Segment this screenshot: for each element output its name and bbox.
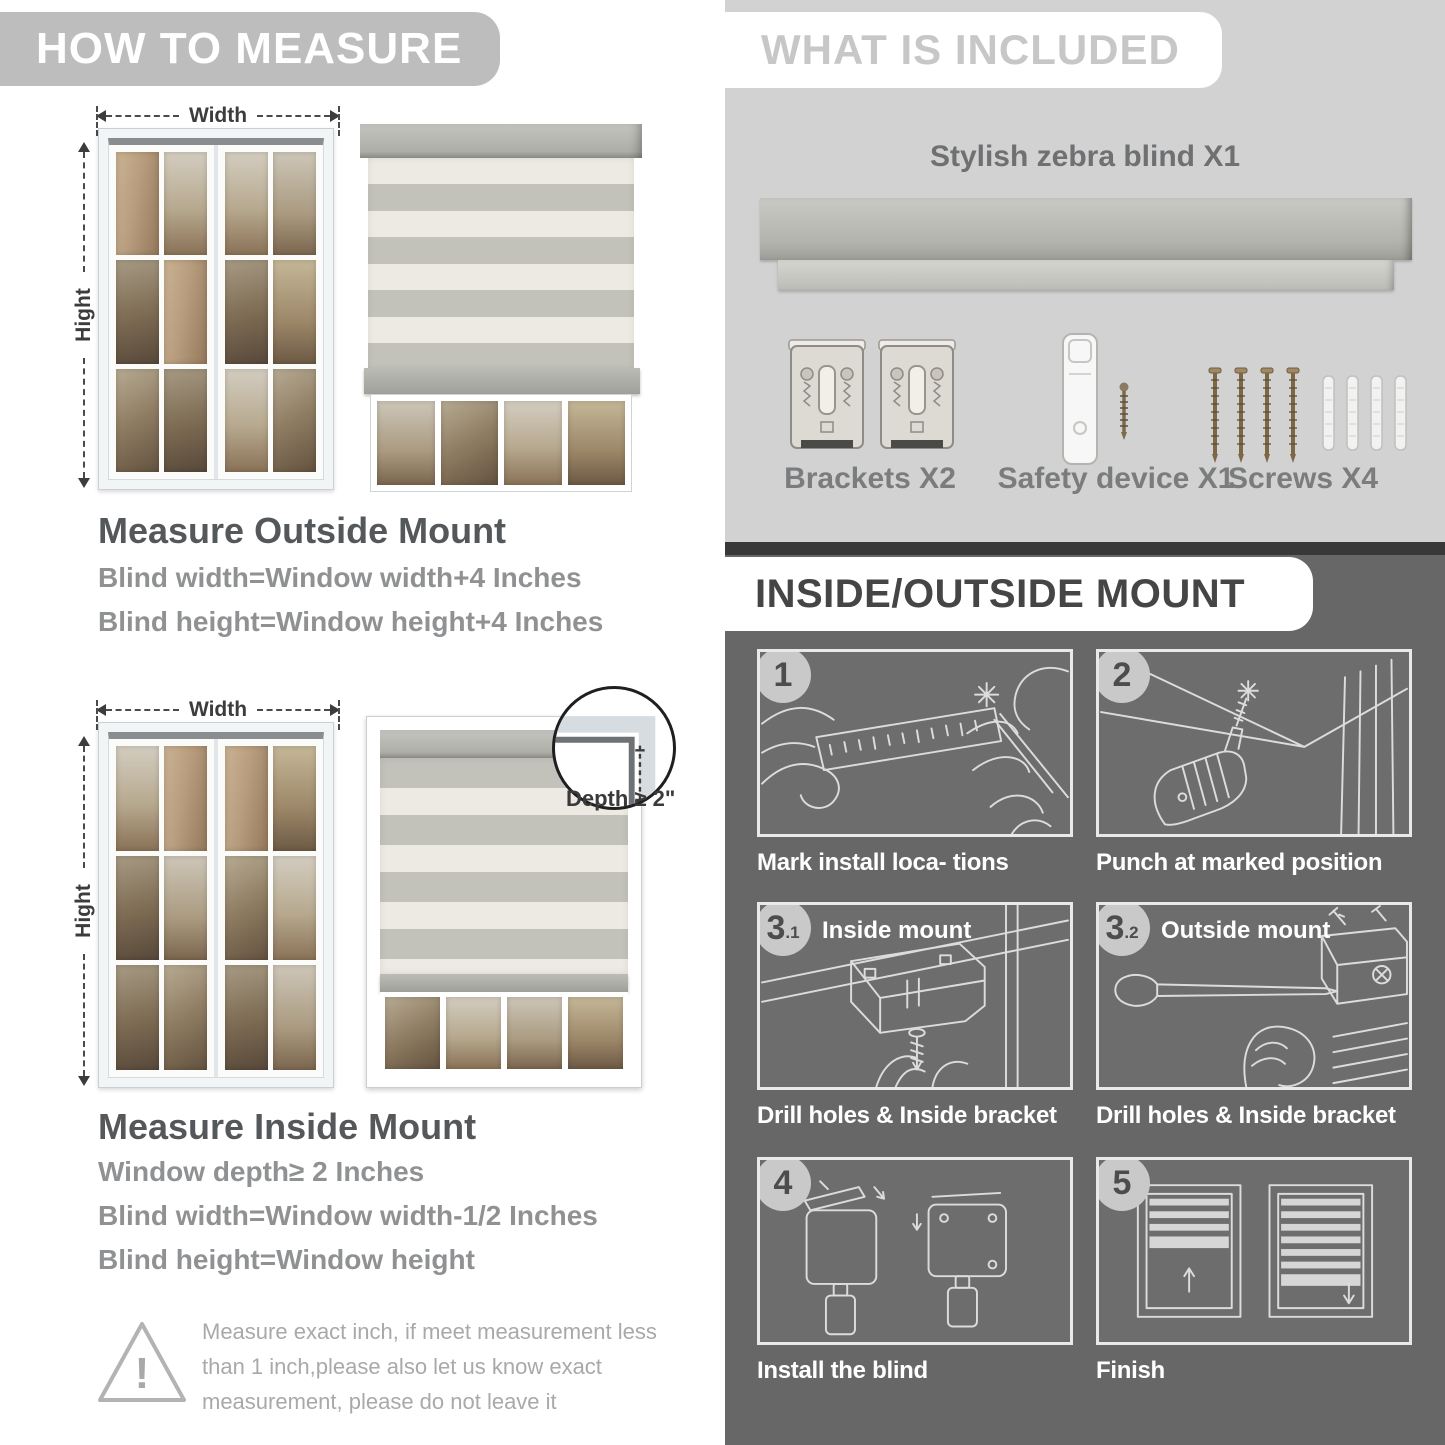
screws-label: Screws X4 [1227, 462, 1379, 495]
what-is-included-header: WHAT IS INCLUDED [725, 12, 1222, 88]
step-3-1-illustration [757, 902, 1073, 1090]
screws-icon [1207, 366, 1307, 466]
step-3-2-caption: Drill holes & Inside bracket [1096, 1102, 1396, 1129]
width-dimension-inside [96, 698, 340, 722]
mount-instructions-section [725, 555, 1445, 1445]
what-is-included-section [725, 0, 1445, 542]
step-2-badge: 2 [1096, 649, 1150, 703]
measurement-warning-text: Measure exact inch, if meet measurement less than 1 inch,please also let us know exact measurement, please do not leave it [202, 1319, 657, 1414]
window-illustration-inside [98, 722, 334, 1088]
step-5-caption: Finish [1096, 1357, 1165, 1384]
inside-outside-mount-header: INSIDE/OUTSIDE MOUNT [725, 557, 1313, 631]
step-4-badge: 4 [757, 1157, 811, 1211]
safety-device-icon [1057, 330, 1103, 468]
step-1-cell [757, 649, 1073, 877]
step-1-illustration [757, 649, 1073, 837]
brackets-label: Brackets X2 [784, 462, 956, 495]
width-dimension-outside [96, 104, 340, 128]
arrow-up-icon [78, 736, 90, 746]
height-dimension-outside [72, 142, 96, 488]
step-5-cell [1096, 1157, 1412, 1385]
step-2-illustration [1096, 649, 1412, 837]
screw-icon [1117, 382, 1131, 442]
window-illustration-outside [98, 128, 334, 490]
svg-text:!: ! [134, 1349, 150, 1398]
arrow-up-icon [78, 142, 90, 152]
step-3-2-cell [1096, 902, 1412, 1130]
blind-bottom-rail-image [778, 260, 1394, 290]
how-to-measure-header: HOW TO MEASURE [0, 12, 500, 86]
step-2-cell [1096, 649, 1412, 877]
outside-mount-rule-height: Blind height=Window height+4 Inches [98, 606, 604, 637]
zebra-blind-bottom-rail-inside [380, 974, 628, 992]
step-1-caption: Mark install loca- tions [757, 849, 1009, 876]
product-title: Stylish zebra blind X1 [929, 140, 1241, 173]
step-3-2-illustration [1096, 902, 1412, 1090]
window-below-blind-outside [370, 394, 632, 492]
inside-mount-rule-width: Blind width=Window width-1/2 Inches [98, 1200, 598, 1231]
height-dimension-inside [72, 736, 96, 1086]
section-divider [725, 542, 1445, 555]
outside-mount-heading: Measure Outside Mount [98, 510, 507, 551]
window-below-blind-inside [380, 992, 628, 1074]
bracket-icon [877, 338, 957, 460]
step-3-2-badge: 3 .2 [1096, 902, 1150, 956]
inside-mount-heading: Measure Inside Mount [98, 1106, 477, 1147]
step-4-illustration [757, 1157, 1073, 1345]
safety-device-label: Safety device X1 [997, 462, 1235, 495]
arrow-down-icon [78, 478, 90, 488]
step-5-badge: 5 [1096, 1157, 1150, 1211]
depth-label: Depth ≥ 2" [566, 786, 676, 811]
zebra-blind-bottom-rail-outside [364, 368, 640, 394]
step-3-1-badge: 3 .1 [757, 902, 811, 956]
width-label: Width [188, 698, 248, 721]
arrow-down-icon [78, 1076, 90, 1086]
blind-headrail-image [760, 198, 1412, 260]
step-1-badge: 1 [757, 649, 811, 703]
height-label: Hight [72, 884, 95, 938]
zebra-blind-headrail-outside [360, 124, 642, 158]
step-4-cell [757, 1157, 1073, 1385]
width-label: Width [188, 104, 248, 127]
step-3-1-caption: Drill holes & Inside bracket [757, 1102, 1057, 1129]
step-3-1-title: Inside mount [822, 917, 972, 944]
inside-mount-rule-depth: Window depth≥ 2 Inches [98, 1156, 425, 1187]
step-4-caption: Install the blind [757, 1357, 928, 1384]
zebra-blind-fabric-outside [368, 158, 634, 370]
wall-anchors-icon [1321, 374, 1409, 458]
step-2-caption: Punch at marked position [1096, 849, 1383, 876]
outside-mount-rule-width: Blind width=Window width+4 Inches [98, 562, 582, 593]
step-3-2-title: Outside mount [1161, 917, 1331, 944]
step-5-illustration [1096, 1157, 1412, 1345]
bracket-icon [787, 338, 867, 460]
step-3-1-cell [757, 902, 1073, 1130]
warning-triangle-icon [94, 1316, 190, 1408]
height-label: Hight [72, 288, 95, 342]
inside-mount-rule-height: Blind height=Window height [98, 1244, 475, 1275]
